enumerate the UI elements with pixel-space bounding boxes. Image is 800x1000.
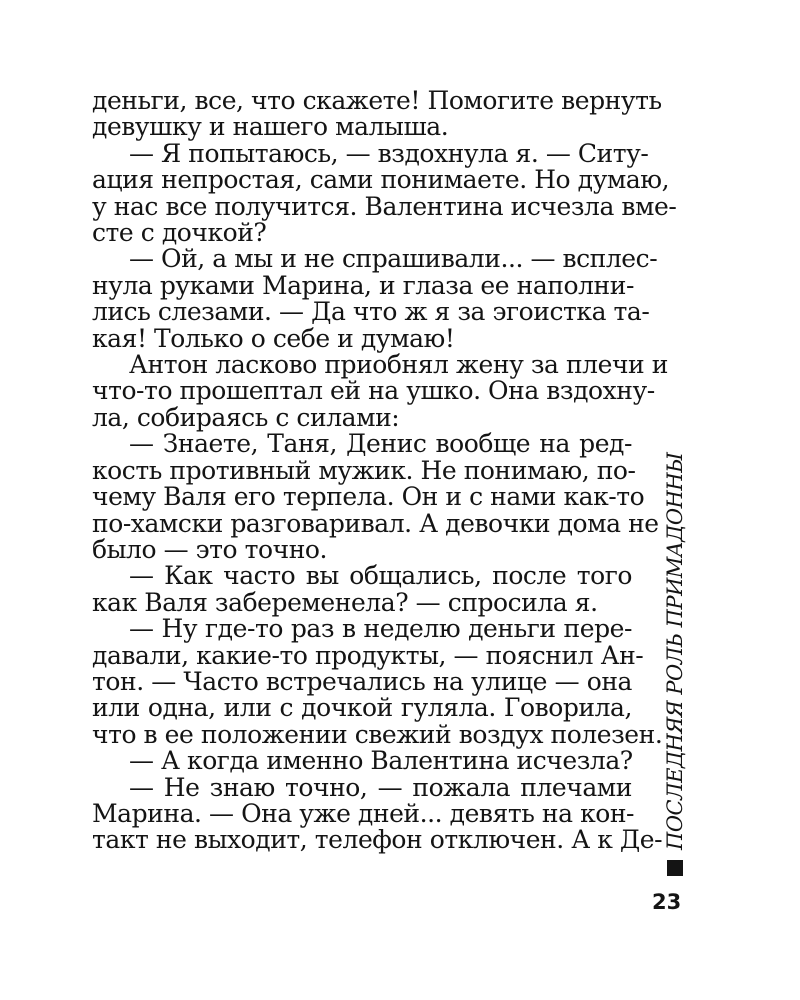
text-line: — А когда именно Валентина исчезла? xyxy=(129,746,633,776)
text-line: ация непростая, сами понимаете. Но думаю, xyxy=(92,165,670,195)
text-line: тон. — Часто встречались на улице — она xyxy=(92,666,632,696)
text-line: девушку и нашего малыша. xyxy=(92,112,449,142)
text-line: — Ну где-то раз в неделю деньги пере- xyxy=(129,614,632,644)
text-line: такт не выходит, телефон отключен. А к Де- xyxy=(92,825,663,855)
text-line: что в ее положении свежий воздух полезен. xyxy=(92,719,663,749)
text-line: лись слезами. — Да что ж я за эгоистка та- xyxy=(92,297,650,327)
text-line: по-хамски разговаривал. А девочки дома не xyxy=(92,508,659,538)
text-line: кая! Только о себе и думаю! xyxy=(92,323,455,353)
text-line: деньги, все, что скажете! Помогите вернуть xyxy=(92,86,662,115)
text-line: Антон ласково приобнял жену за плечи и xyxy=(129,350,668,380)
text-line: — Ой, а мы и не спрашивали... — всплес- xyxy=(129,244,658,274)
text-line: нула руками Марина, и глаза ее наполни- xyxy=(92,270,634,300)
text-line: сте с дочкой? xyxy=(92,218,267,248)
text-line: как Валя забеременела? — спросила я. xyxy=(92,587,598,617)
text-line: или одна, или с дочкой гуляла. Говорила, xyxy=(92,693,632,723)
text-line: было — это точно. xyxy=(92,534,328,564)
running-head-title: ПОСЛЕДНЯЯ РОЛЬ ПРИМАДОННЫ xyxy=(663,452,687,850)
text-line: что-то прошептал ей на ушко. Она вздохну- xyxy=(92,376,655,406)
square-bullet-icon xyxy=(667,860,683,876)
text-line: давали, какие-то продукты, — пояснил Ан- xyxy=(92,640,644,670)
text-line: кость противный мужик. Не понимаю, по- xyxy=(92,455,636,485)
text-line: — Как часто вы общались, после того xyxy=(129,561,632,591)
text-line: чему Валя его терпела. Он и с нами как-то xyxy=(92,482,645,512)
text-line: — Знаете, Таня, Денис вообще на ред- xyxy=(129,429,632,459)
page-number: 23 xyxy=(652,890,682,914)
text-line: — Я попытаюсь, — вздохнула я. — Ситу- xyxy=(129,138,649,168)
text-line: у нас все получится. Валентина исчезла вме- xyxy=(92,191,677,221)
running-head xyxy=(662,452,688,876)
text-line: Марина. — Она уже дней... девять на кон- xyxy=(92,798,635,828)
text-line: ла, собираясь с силами: xyxy=(92,402,400,432)
text-line: — Не знаю точно, — пожала плечами xyxy=(129,772,632,802)
